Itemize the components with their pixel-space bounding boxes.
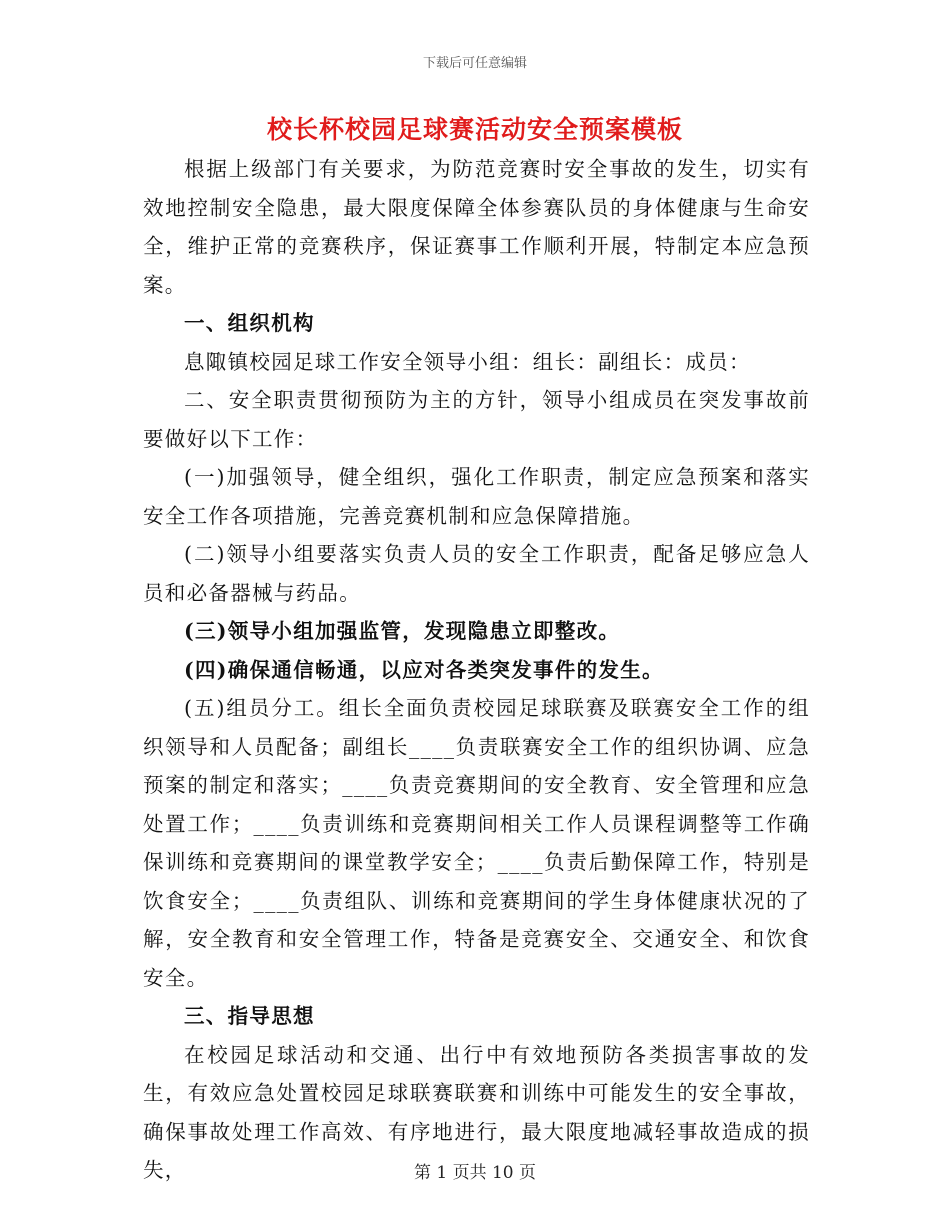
duty-item-4: (四)确保通信畅通，以应对各类突发事件的发生。	[184, 657, 664, 682]
header-note: 下载后可任意编辑	[422, 56, 527, 71]
page-footer: 第 1 页共 10 页	[413, 1163, 537, 1183]
duties-paragraph: 二、安全职责贯彻预防为主的方针，领导小组成员在突发事故前要做好以下工作：	[143, 388, 810, 451]
guidance-paragraph: 在校园足球活动和交通、出行中有效地预防各类损害事故的发生，有效应急处置校园足球联赛联赛和训练中可能发生的安全事故，确保事故处理工作高效、有序地进行，最大限度地减轻事故造成的损失，	[143, 1042, 810, 1182]
duty-item-3: (三)领导小组加强监管，发现隐患立即整改。	[184, 619, 621, 643]
section-heading-organization: 一、组织机构	[184, 311, 315, 335]
duty-item-2: (二)领导小组要落实负责人员的安全工作职责，配备足够应急人员和必备器械与药品。	[143, 542, 810, 605]
document-title: 校长杯校园足球赛活动安全预案模板	[266, 115, 683, 144]
organization-paragraph: 息陬镇校园足球工作安全领导小组：组长：副组长：成员：	[184, 349, 751, 374]
intro-paragraph: 根据上级部门有关要求，为防范竞赛时安全事故的发生，切实有效地控制安全隐患，最大限度保障全体参赛队员的身体健康与生命安全，维护正常的竞赛秩序，保证赛事工作顺利开展，特制定本应急预案。	[143, 157, 810, 297]
document-body	[143, 150, 810, 1190]
section-heading-guidance: 三、指导思想	[184, 1004, 315, 1028]
duty-item-1: (一)加强领导，健全组织，强化工作职责，制定应急预案和落实安全工作各项措施，完善竞赛机制和应急保障措施。	[143, 465, 810, 528]
duty-item-5: (五)组员分工。组长全面负责校园足球联赛及联赛安全工作的组织领导和人员配备；副组长____负责联赛安全工作的组织协调、应急预案的制定和落实；____负责竞赛期间的安全教育、安全管理和应急处置工作；____负责训练和竞赛期间相关工作人员课程调整等工作确保训练和竞赛期间的课堂教学安全；____负责后勤保障工作，特别是饮食安全；____负责组队、训练和竞赛期间的学生身体健康状况的了解，安全教育和安全管理工作，特备是竞赛安全、交通安全、和饮食安全。	[143, 696, 810, 990]
